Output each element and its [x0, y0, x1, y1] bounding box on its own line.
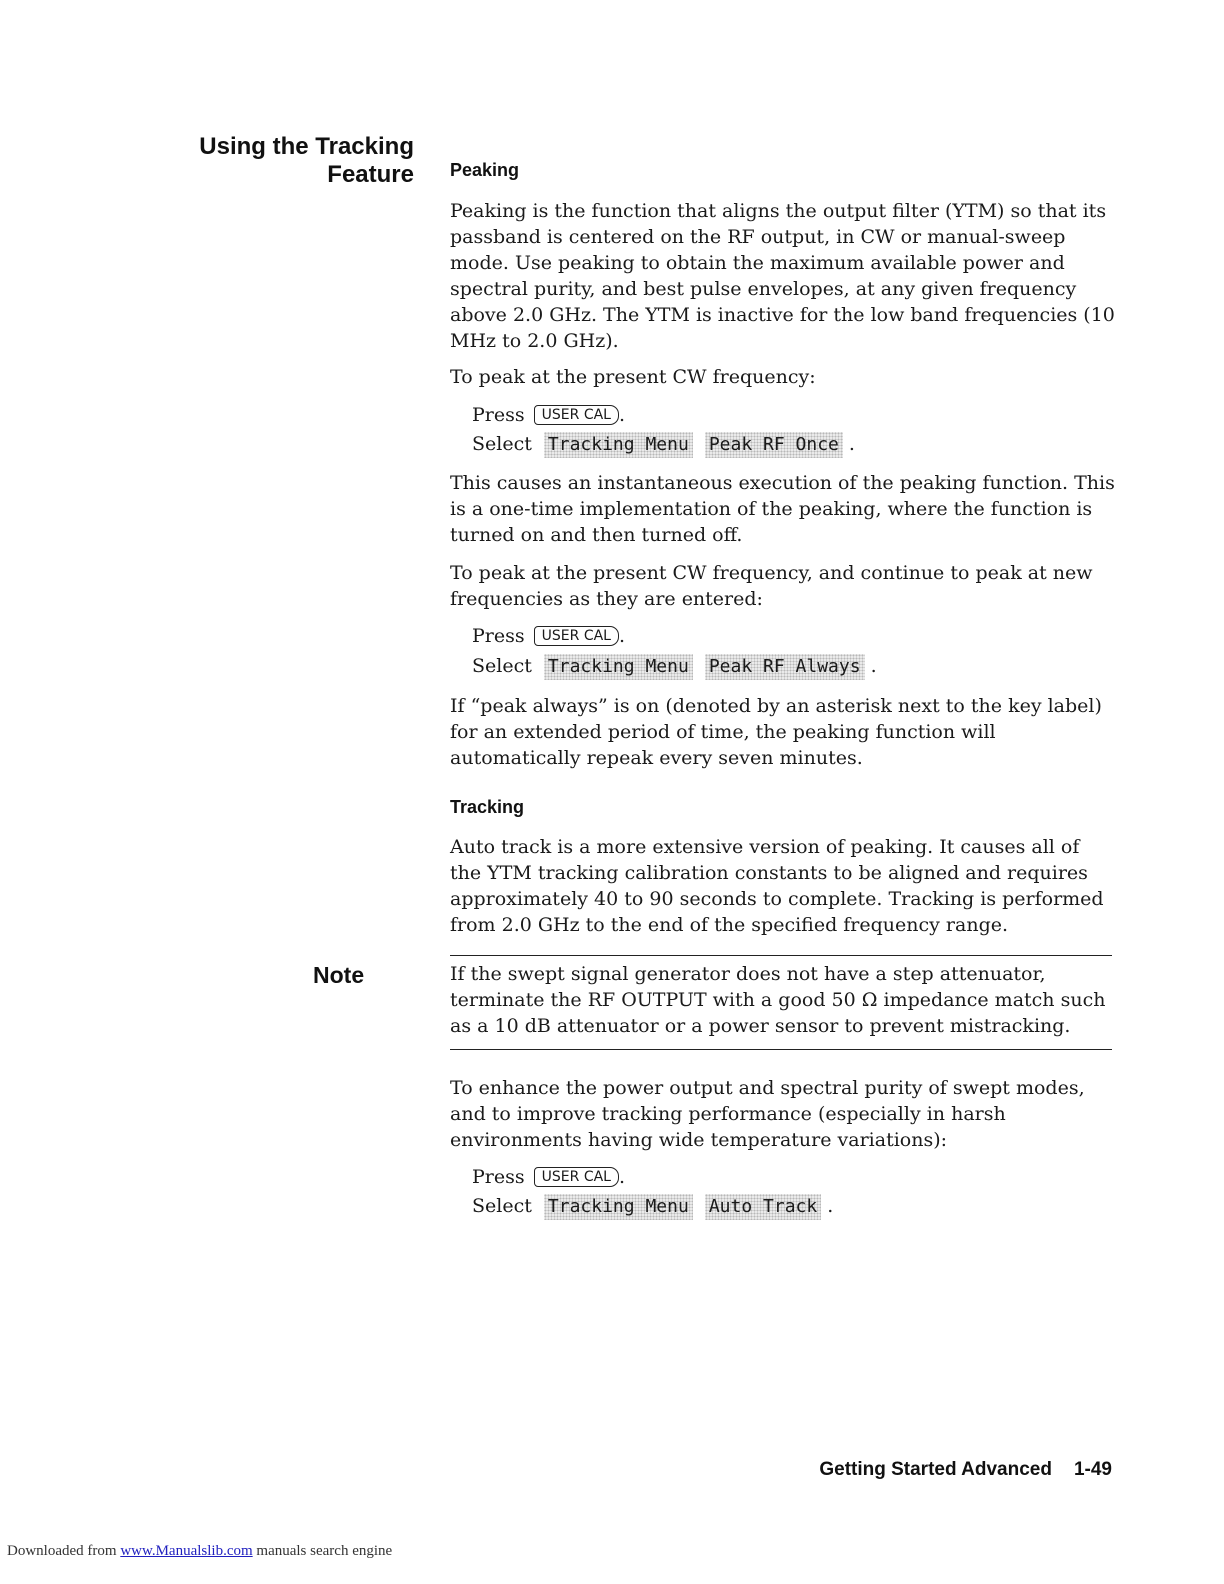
peak-once-lead: To peak at the present CW frequency: [450, 366, 816, 388]
select-word: Select [472, 1195, 532, 1217]
select-word: Select [472, 655, 532, 677]
page-footer [819, 1459, 1112, 1481]
tracking-heading: Tracking [450, 797, 525, 817]
peak-rf-once-softkey[interactable]: Peak RF Once [705, 432, 843, 458]
peaking-heading: Peaking [450, 160, 520, 180]
note-text: If the swept signal generator does not have a step attenuator, terminate the RF OUTPUT with a good 50 Ω impedance match such as a 10 dB attenuator or a power sensor to prevent mistracking. [450, 963, 1106, 1037]
press-word: Press [472, 404, 525, 426]
peaking-intro: Peaking is the function that aligns the output filter (YTM) so that its passband is centered on the RF output, in CW or manual-sweep mode. Use peaking to obtain the maximum available power and spectral purity, and best pulse envelopes, at any given frequency above 2.0 GHz. The YTM is inactive for the low band frequencies (10 MHz to 2.0 GHz). [450, 200, 1115, 352]
tracking-menu-softkey[interactable]: Tracking Menu [544, 654, 693, 680]
tracking-menu-softkey[interactable]: Tracking Menu [544, 432, 693, 458]
peak-always-result: If “peak always” is on (denoted by an asterisk next to the key label) for an extended period of time, the peaking function will automatically repeak every seven minutes. [450, 695, 1102, 769]
press-word: Press [472, 625, 525, 647]
manualslib-link[interactable]: www.Manualslib.com [120, 1543, 253, 1559]
download-credit [7, 1543, 392, 1560]
user-cal-key[interactable]: USER CAL [534, 1167, 619, 1187]
page-number: 1-49 [1073, 1459, 1112, 1480]
section-title [199, 133, 414, 189]
press-word: Press [472, 1166, 525, 1188]
note-label: Note [313, 962, 365, 988]
peak-always-lead: To peak at the present CW frequency, and continue to peak at new frequencies as they are entered: [450, 562, 1093, 610]
select-word: Select [472, 433, 532, 455]
enhance-lead: To enhance the power output and spectral purity of swept modes, and to improve tracking performance (especially in harsh environments having wide temperature variations): [450, 1077, 1085, 1151]
tracking-intro: Auto track is a more extensive version of peaking. It causes all of the YTM tracking calibration constants to be aligned and requires approximately 40 to 90 seconds to complete. Tracking is performed from 2.0 GHz to the end of the specified frequency range. [450, 836, 1104, 936]
credit-prefix: Downloaded from [7, 1543, 117, 1559]
peak-once-result: This causes an instantaneous execution of the peaking function. This is a one-time implementation of the peaking, where the function is turned on and then turned off. [450, 472, 1115, 546]
section-title-line1: Using the Tracking [199, 133, 414, 160]
footer-section: Getting Started Advanced [819, 1459, 1052, 1480]
note-top-divider [450, 955, 1112, 956]
peak-once-select-step: Select Tracking Menu Peak RF Once . [472, 431, 855, 458]
auto-track-softkey[interactable]: Auto Track [705, 1194, 821, 1220]
tracking-menu-softkey[interactable]: Tracking Menu [544, 1194, 693, 1220]
peak-always-select-step: Select Tracking Menu Peak RF Always . [472, 653, 877, 680]
peak-rf-always-softkey[interactable]: Peak RF Always [705, 654, 865, 680]
auto-track-select-step: Select Tracking Menu Auto Track . [472, 1193, 833, 1220]
note-bottom-divider [450, 1049, 1112, 1050]
user-cal-key[interactable]: USER CAL [534, 405, 619, 425]
credit-suffix: manuals search engine [256, 1543, 393, 1559]
auto-track-press-step: Press USER CAL . [472, 1166, 626, 1188]
user-cal-key[interactable]: USER CAL [534, 626, 619, 646]
peak-once-press-step: Press USER CAL . [472, 404, 626, 426]
peak-always-press-step: Press USER CAL . [472, 625, 626, 647]
section-title-line2: Feature [327, 161, 414, 188]
